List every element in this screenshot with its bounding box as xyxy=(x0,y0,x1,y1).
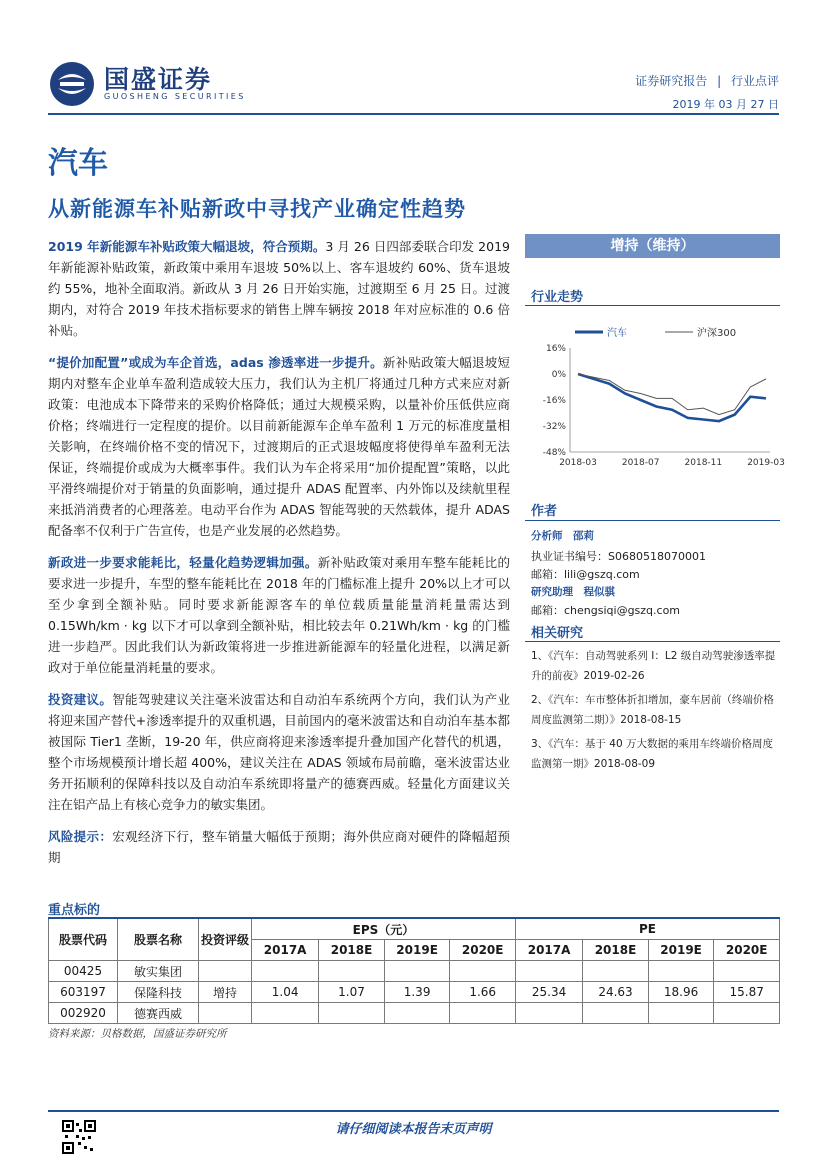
value-cell xyxy=(319,961,385,982)
table-row xyxy=(49,961,780,982)
y-tick-label: 16% xyxy=(545,344,566,354)
stock-code: 603197 xyxy=(49,982,118,1003)
table-row xyxy=(49,982,780,1003)
year-header: 2020E xyxy=(714,940,780,961)
year-header: 2020E xyxy=(450,940,516,961)
industry-title: 汽车 xyxy=(48,146,108,181)
report-category: 行业点评 xyxy=(730,74,779,88)
section-divider xyxy=(525,305,780,306)
report-headline: 从新能源车补贴新政中寻找产业确定性趋势 xyxy=(48,197,466,221)
value-cell xyxy=(515,1003,582,1024)
paragraph xyxy=(48,352,510,541)
license-number: 执业证书编号：S0680518070001 xyxy=(531,550,706,563)
value-cell xyxy=(384,1003,450,1024)
value-cell xyxy=(714,961,780,982)
series-line-0 xyxy=(578,374,766,421)
value-cell xyxy=(648,961,714,982)
related-item[interactable]: 3、《汽车：基于 40 万大数据的乘用车终端价格周度监测第一期》2018-08-09 xyxy=(531,738,773,770)
related-list xyxy=(531,646,781,778)
year-header: 2018E xyxy=(319,940,385,961)
value-cell xyxy=(515,961,582,982)
section-divider xyxy=(525,641,780,642)
value-cell: 1.07 xyxy=(319,982,385,1003)
value-cell: 1.66 xyxy=(450,982,516,1003)
report-date: 2019 年 03 月 27 日 xyxy=(672,98,779,111)
table-title: 重点标的 xyxy=(48,903,101,918)
value-cell: 1.39 xyxy=(384,982,450,1003)
analyst-label: 分析师 xyxy=(531,530,563,542)
value-cell xyxy=(648,1003,714,1024)
assistant-email[interactable]: 邮箱：chengsiqi@gszq.com xyxy=(531,604,681,617)
value-cell xyxy=(583,961,649,982)
stock-name: 保隆科技 xyxy=(118,982,199,1003)
data-source: 资料来源：贝格数据，国盛证券研究所 xyxy=(48,1028,227,1040)
assistant xyxy=(531,584,615,599)
analyst-name: 邵莉 xyxy=(573,530,594,542)
value-cell xyxy=(252,1003,319,1024)
value-cell: 15.87 xyxy=(714,982,780,1003)
footer-divider xyxy=(48,1110,779,1112)
paragraph-lead: 新政进一步要求能耗比，轻量化趋势逻辑加强。 xyxy=(48,555,318,570)
x-tick-label: 2018-11 xyxy=(684,458,723,468)
x-tick-label: 2018-03 xyxy=(559,458,597,468)
y-tick-label: 0% xyxy=(551,370,566,380)
trend-chart xyxy=(525,320,785,470)
header-eps: EPS（元） xyxy=(252,918,516,940)
paragraph-text: 3 月 26 日四部委联合印发 2019 年新能源补贴政策，新政策中乘用车退坡 50%以上、客车退坡约 60%、货车退坡约 55%，地补全面取消。新政从 3 月 26 日开始实施，过渡期至 6 月 25 日。过渡期内，对符合 2019 年技术指标要求的销售上牌车辆按 2018 年对应标准的 0.6 倍补贴。 xyxy=(48,239,510,338)
report-body xyxy=(48,236,510,879)
related-title: 相关研究 xyxy=(531,626,584,641)
paragraph-lead: 投资建议。 xyxy=(48,692,113,707)
paragraph-lead: “提价加配置”或成为车企首选，adas 渗透率进一步提升。 xyxy=(48,355,383,370)
related-item[interactable]: 2、《汽车：车市整体折扣增加，豪车居前（终端价格周度监测第二期）》2018-08-15 xyxy=(531,694,774,726)
value-cell xyxy=(714,1003,780,1024)
value-cell xyxy=(450,961,516,982)
y-tick-label: -32% xyxy=(542,422,566,432)
key-stocks-table xyxy=(48,917,780,1024)
year-header: 2019E xyxy=(648,940,714,961)
x-tick-label: 2019-03 xyxy=(747,458,785,468)
year-header: 2019E xyxy=(384,940,450,961)
legend-label: 沪深300 xyxy=(697,328,737,339)
footer-disclaimer: 请仔细阅读本报告末页声明 xyxy=(335,1122,492,1137)
y-tick-label: -48% xyxy=(542,448,566,458)
value-cell xyxy=(450,1003,516,1024)
value-cell: 24.63 xyxy=(583,982,649,1003)
value-cell: 18.96 xyxy=(648,982,714,1003)
paragraph xyxy=(48,689,510,815)
stock-name: 敏实集团 xyxy=(118,961,199,982)
year-header: 2017A xyxy=(252,940,319,961)
legend-label: 汽车 xyxy=(607,328,627,339)
header-name: 股票名称 xyxy=(118,918,199,961)
stock-code: 00425 xyxy=(49,961,118,982)
paragraph-lead: 风险提示： xyxy=(48,829,113,844)
x-tick-label: 2018-07 xyxy=(621,458,660,468)
assistant-label: 研究助理 xyxy=(531,586,573,598)
table-row xyxy=(49,1003,780,1024)
y-tick-label: -16% xyxy=(542,396,566,406)
section-divider xyxy=(525,520,780,521)
value-cell: 25.34 xyxy=(515,982,582,1003)
stock-code: 002920 xyxy=(49,1003,118,1024)
assistant-name: 程似骐 xyxy=(583,586,615,598)
guosheng-logo-icon xyxy=(48,60,96,108)
year-header: 2018E xyxy=(583,940,649,961)
related-item[interactable]: 1、《汽车：自动驾驶系列 I：L2 级自动驾驶渗透率提升的前夜》2019-02-26 xyxy=(531,650,776,682)
author-title: 作者 xyxy=(531,504,558,519)
paragraph-text: 宏观经济下行，整车销量大幅低于预期；海外供应商对硬件的降幅超预期 xyxy=(48,829,510,865)
analyst xyxy=(531,528,594,543)
stock-rating xyxy=(199,961,252,982)
paragraph xyxy=(48,236,510,341)
trend-title: 行业走势 xyxy=(531,290,584,305)
report-type-label: 证券研究报告 xyxy=(635,74,708,88)
value-cell xyxy=(319,1003,385,1024)
header-pe: PE xyxy=(515,918,779,940)
stock-rating: 增持 xyxy=(199,982,252,1003)
year-header: 2017A xyxy=(515,940,582,961)
rating-badge: 增持（维持） xyxy=(525,234,780,258)
paragraph-lead: 2019 年新能源车补贴政策大幅退坡，符合预期。 xyxy=(48,239,326,254)
report-type: 证券研究报告 | 行业点评 xyxy=(635,74,779,88)
header-divider xyxy=(48,113,779,115)
paragraph-text: 新补贴政策对乘用车整车能耗比的要求进一步提升，车型的整车能耗比在 2018 年的门槛标准上提升 20%以上才可以至少拿到全额补贴。同时要求新能源客车的单位载质量能量消耗量需达到 0.15Wh/km · kg 以下才可以拿到全额补贴，相比较去年 0.21Wh/km · kg 的门槛进一步趋严。因此我们认为新政策将进一步推进新能源车的轻量化进程，以满足新政对于单位能量消耗量的要求。 xyxy=(48,555,510,675)
logo-english: GUOSHENG SECURITIES xyxy=(104,92,246,101)
analyst-email[interactable]: 邮箱：lili@gszq.com xyxy=(531,568,640,581)
logo-text: 国盛证券 xyxy=(104,65,213,94)
paragraph xyxy=(48,826,510,868)
value-cell xyxy=(252,961,319,982)
paragraph-text: 智能驾驶建议关注毫米波雷达和自动泊车系统两个方向，我们认为产业将迎来国产替代+渗透率提升的双重机遇，目前国内的毫米波雷达和自动泊车基本都被国际 Tier1 垄断，19-20 年，供应商将迎来渗透率提升叠加国产化替代的机遇，整个市场规模预计增长超 400%，建议关注在 ADAS 领域布局前瞻，毫米波雷达业务开拓顺利的保障科技以及自动泊车系统即将量产的德赛西威。轻量化方面建议关注在铝产品上有核心竞争力的敏实集团。 xyxy=(48,692,510,812)
paragraph xyxy=(48,552,510,678)
stock-rating xyxy=(199,1003,252,1024)
stock-name: 德赛西威 xyxy=(118,1003,199,1024)
value-cell xyxy=(384,961,450,982)
header-rating: 投资评级 xyxy=(199,918,252,961)
value-cell xyxy=(583,1003,649,1024)
header-code: 股票代码 xyxy=(49,918,118,961)
paragraph-text: 新补贴政策大幅退坡短期内对整车企业单车盈利造成较大压力，我们认为主机厂将通过几种方式来应对新政策：电池成本下降带来的采购价格降低；通过大规模采购，以量补价压低供应商价格；终端进行一定程度的提价。以目前新能源车企单车盈利 1 万元的标准度量相关影响，在终端价格不变的情况下，过渡期后的正式退坡幅度将使得单车盈利无法保证，终端提价或成为大概率事件。我们认为车企将采用“加价提配置”策略，以此平滑终端提价对于销量的负面影响，通过提升 ADAS 配置率、内外饰以及续航里程来抵消消费者的心理落差。电动平台作为 ADAS 智能驾驶的天然载体，提升 ADAS 配备率不仅利于广告宣传，也是产业发展的必然趋势。 xyxy=(48,355,510,538)
value-cell: 1.04 xyxy=(252,982,319,1003)
